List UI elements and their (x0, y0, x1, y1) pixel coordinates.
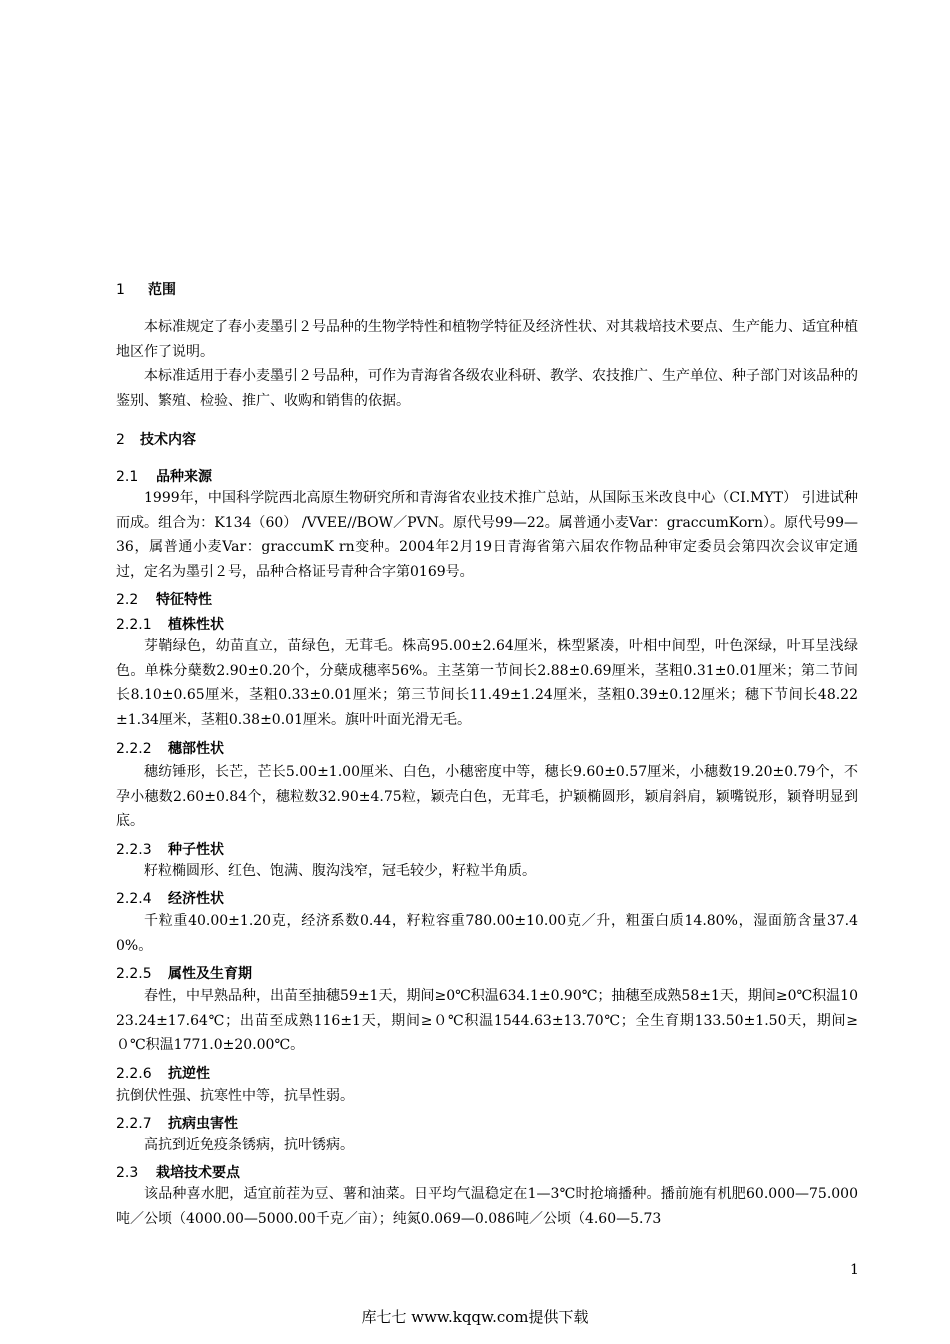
section-heading-1: 1 范围 (116, 282, 176, 298)
paragraph-economic-traits: 千粒重40.00±1.20克，经济系数0.44，籽粒容重780.00±10.00克／升，粗蛋白质14.80%，湿面筋含量37.40%。 (116, 913, 858, 954)
section-heading-2-3: 2.3 栽培技术要点 (116, 1165, 240, 1181)
paragraph-cultivation: 该品种喜水肥，适宜前茬为豆、薯和油菜。日平均气温稳定在1—3℃时抢墒播种。播前施有机肥60.000—75.000吨／公顷（4000.00—5000.00千克／亩）；纯氮0.069—0.086吨／公顷（4.60—5.73 (116, 1186, 858, 1227)
paragraph-seed-traits: 籽粒椭圆形、红色、饱满、腹沟浅窄，冠毛较少，籽粒半角质。 (144, 863, 536, 879)
section-heading-2-2-2: 2.2.2 穗部性状 (116, 741, 224, 757)
paragraph-variety-origin: 1999年，中国科学院西北高原生物研究所和青海省农业技术推广总站，从国际玉米改良中心（CI.MYT） 引进试种而成。组合为：K134（60） /VVEE//BOW／PVN。原代号99—22。属普通小麦Var：graccumKorn）。原代号99—36，属普通小麦Var：graccumK rn变种。2004年2月19日青海省第六届农作物品种审定委员会第四次会议审定通过，定名为墨引２号，品种合格证号青种合字第0169号。 (116, 490, 858, 580)
section-heading-2-2-1: 2.2.1 植株性状 (116, 617, 224, 633)
page-number: 1 (850, 1262, 859, 1278)
section-heading-2-2-4: 2.2.4 经济性状 (116, 891, 224, 907)
footer-download-note: 库七七 www.kqqw.com提供下载 (361, 1308, 589, 1326)
section-heading-2-2-7: 2.2.7 抗病虫害性 (116, 1116, 238, 1132)
paragraph-plant-traits: 芽鞘绿色，幼苗直立，苗绿色，无茸毛。株高95.00±2.64厘米，株型紧凑，叶相中间型，叶色深绿，叶耳呈浅绿色。单株分蘖数2.90±0.20个，分蘖成穗率56%。主茎第一节间长2.88±0.69厘米，茎粗0.31±0.01厘米；第二节间长8.10±0.65厘米，茎粗0.33±0.01厘米；第三节间长11.49±1.24厘米，茎粗0.39±0.12厘米；穗下节间长48.22±1.34厘米，茎粗0.38±0.01厘米。旗叶叶面光滑无毛。 (116, 638, 858, 728)
section-heading-2: 2 技术内容 (116, 432, 196, 448)
section-heading-2-2-3: 2.2.3 种子性状 (116, 842, 224, 858)
paragraph-stress-resistance: 抗倒伏性强、抗寒性中等，抗旱性弱。 (116, 1088, 354, 1104)
paragraph-growth-period: 春性，中早熟品种，出苗至抽穗59±1天，期间≥0℃积温634.1±0.90℃；抽穗至成熟58±1天，期间≥0℃积温1023.24±17.64℃；出苗至成熟116±1天，期间≥０℃积温1544.63±13.70℃；全生育期133.50±1.50天，期间≥０℃积温1771.0±20.00℃。 (116, 988, 858, 1053)
section-heading-2-2-5: 2.2.5 属性及生育期 (116, 966, 252, 982)
section-heading-2-2-6: 2.2.6 抗逆性 (116, 1066, 210, 1082)
section-heading-2-1: 2.1 品种来源 (116, 469, 212, 485)
paragraph-ear-traits: 穗纺锤形，长芒，芒长5.00±1.00厘米、白色，小穗密度中等，穗长9.60±0.57厘米，小穗数19.20±0.79个，不孕小穗数2.60±0.84个，穗粒数32.90±4.75粒，颖壳白色，无茸毛，护颖椭圆形，颖肩斜肩，颖嘴锐形，颖脊明显到底。 (116, 764, 858, 829)
section-heading-2-2: 2.2 特征特性 (116, 592, 212, 608)
paragraph-disease-resistance: 高抗到近免疫条锈病，抗叶锈病。 (144, 1137, 354, 1153)
paragraph-scope-1: 本标准规定了春小麦墨引２号品种的生物学特性和植物学特征及经济性状、对其栽培技术要点、生产能力、适宜种植地区作了说明。 (116, 319, 858, 360)
paragraph-scope-2: 本标准适用于春小麦墨引２号品种，可作为青海省各级农业科研、教学、农技推广、生产单位、种子部门对该品种的鉴别、繁殖、检验、推广、收购和销售的依据。 (116, 368, 858, 409)
